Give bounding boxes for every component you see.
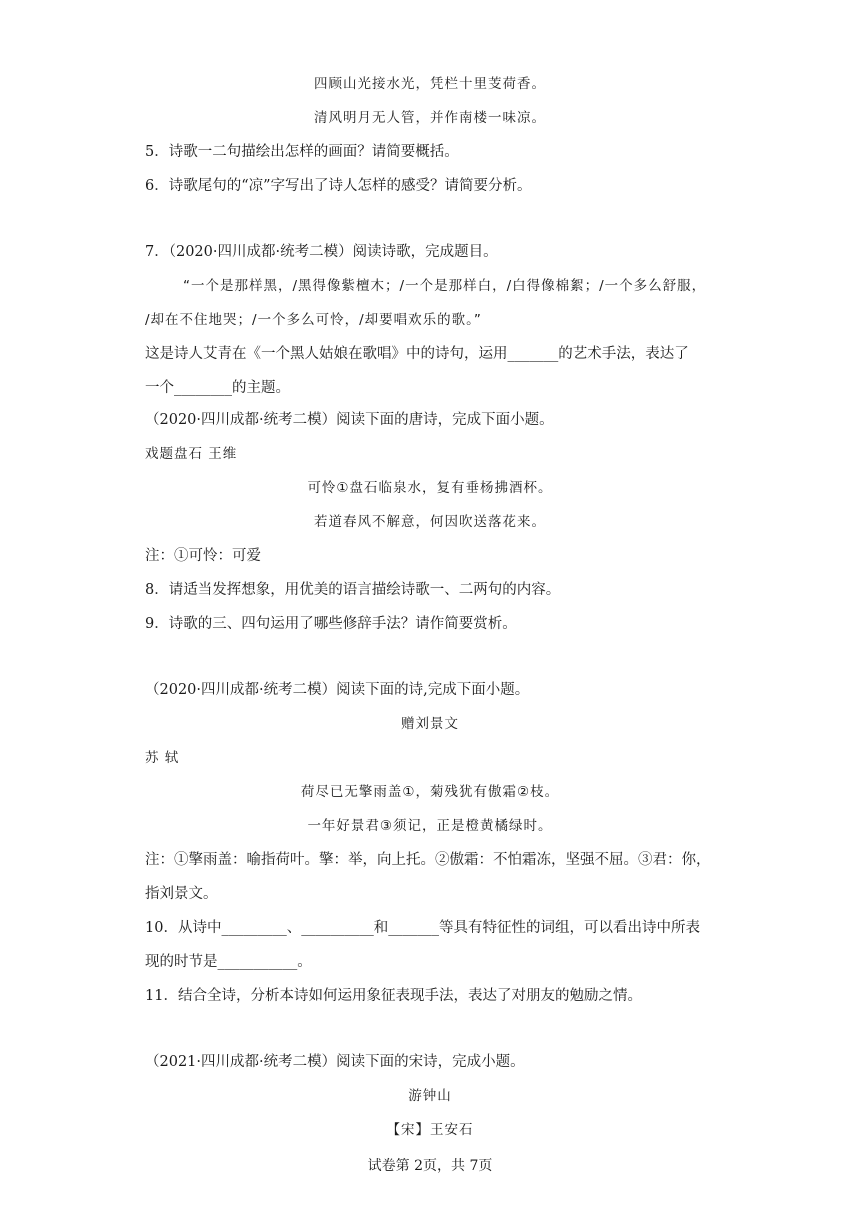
set4-author: 【宋】王安石 [386, 1122, 474, 1138]
set3-author: 苏 轼 [145, 750, 180, 766]
set4-title: 游钟山 [408, 1088, 452, 1104]
poem1-line2: 清风明月无人管，并作南楼一味凉。 [314, 110, 546, 126]
set4-intro: （2021·四川成都·统考二模）阅读下面的宋诗，完成小题。 [145, 1054, 525, 1070]
question-7-head: 7．（2020·四川成都·统考二模）阅读诗歌，完成题目。 [145, 244, 498, 260]
set2-note: 注：①可怜：可爱 [145, 548, 261, 564]
set3-title: 赠刘景文 [401, 716, 459, 732]
question-7-body-line2: 一个________的主题。 [145, 380, 290, 396]
question-10-line1: 10．从诗中_________、__________和_______等具有特征性的词组，可以看出诗中所表 [145, 920, 700, 936]
set3-note-line1: 注：①擎雨盖：喻指荷叶。擎：举，向上托。②傲霜：不怕霜冻，坚强不屈。③君：你， [145, 852, 711, 868]
question-10-line2: 现的时节是___________。 [145, 954, 312, 970]
set2-title: 戏题盘石 王维 [145, 446, 238, 462]
question-9: 9．诗歌的三、四句运用了哪些修辞手法？请作简要赏析。 [145, 616, 517, 632]
set2-poem-line2: 若道春风不解意，何因吹送落花来。 [314, 514, 546, 530]
question-7-body-line1: 这是诗人艾青在《一个黑人姑娘在歌唱》中的诗句，运用_______的艺术手法，表达了 [145, 346, 689, 362]
set3-poem-line1: 荷尽已无擎雨盖①，菊残犹有傲霜②枝。 [300, 784, 560, 800]
question-11: 11．结合全诗，分析本诗如何运用象征表现手法，表达了对朋友的勉励之情。 [145, 988, 642, 1004]
set3-poem-line2: 一年好景君③须记，正是橙黄橘绿时。 [307, 818, 553, 834]
set3-note-line2: 指刘景文。 [145, 886, 218, 902]
set2-poem-line1: 可怜①盘石临泉水，复有垂杨拂酒杯。 [307, 480, 553, 496]
question-7-quote-line2: /却在不住地哭；/一个多么可怜，/却要唱欢乐的歌。” [145, 312, 482, 328]
question-6: 6．诗歌尾句的“凉”字写出了诗人怎样的感受？请简要分析。 [145, 178, 532, 194]
set2-intro: （2020·四川成都·统考二模）阅读下面的唐诗，完成下面小题。 [145, 412, 554, 428]
page-footer: 试卷第 2页，共 7页 [367, 1158, 493, 1174]
question-8: 8．请适当发挥想象，用优美的语言描绘诗歌一、二两句的内容。 [145, 582, 561, 598]
question-5: 5．诗歌一二句描绘出怎样的画面？请简要概括。 [145, 144, 459, 160]
set3-intro: （2020·四川成都·统考二模）阅读下面的诗,完成下面小题。 [145, 682, 530, 698]
question-7-quote-line1: “一个是那样黑，/黑得像紫檀木；/一个是那样白，/白得像棉絮；/一个多么舒服， [183, 278, 707, 294]
poem1-line1: 四顾山光接水光，凭栏十里芰荷香。 [314, 76, 546, 92]
